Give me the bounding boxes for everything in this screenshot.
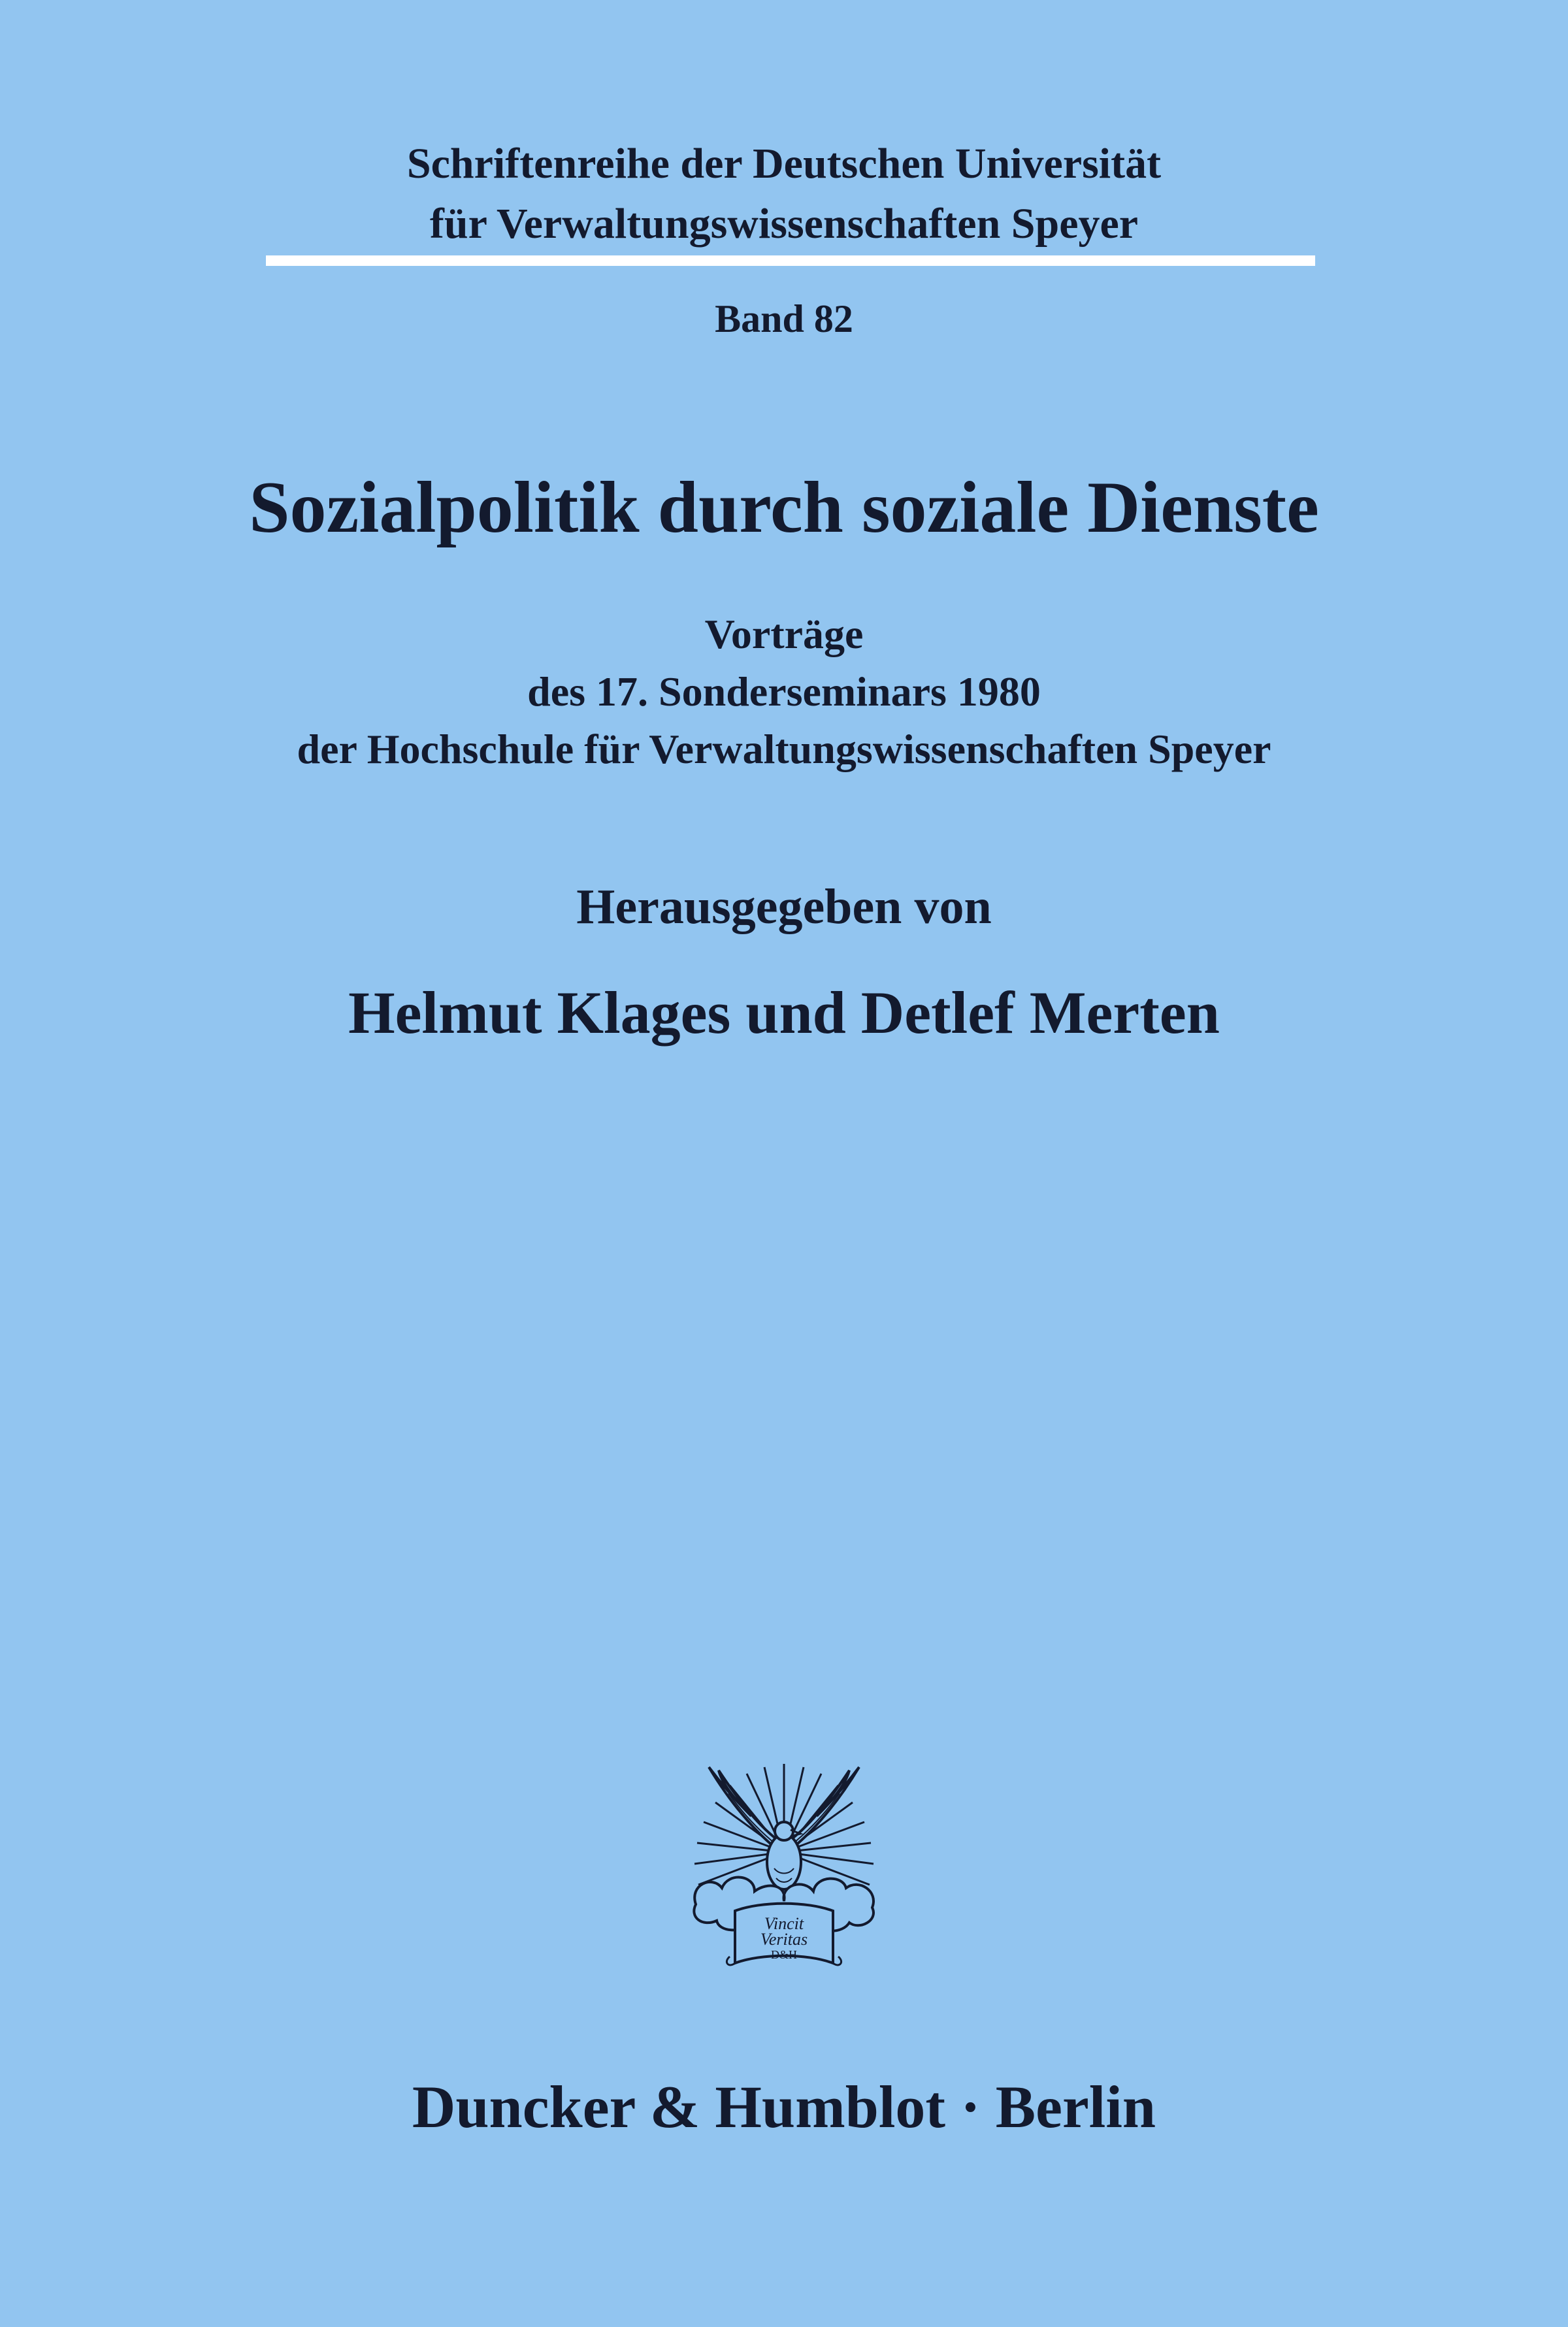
series-title <box>0 134 1568 254</box>
edited-by-label: Herausgegeben von <box>576 879 992 934</box>
logo-motto-line-2: Veritas <box>760 1930 808 1949</box>
eagle-sunburst-emblem-icon <box>683 1754 885 1979</box>
series-title-line-1: Schriftenreihe der Deutschen Universität <box>406 140 1162 187</box>
divider-rule <box>266 255 1315 266</box>
subtitle-line-2: des 17. Sonderseminars 1980 <box>527 668 1041 715</box>
book-title: Sozialpolitik durch soziale Dienste <box>249 467 1319 548</box>
subtitle-line-3: der Hochschule für Verwaltungswissenschaften Speyer <box>297 726 1271 772</box>
series-title-line-2: für Verwaltungswissenschaften Speyer <box>429 200 1139 248</box>
book-subtitle <box>0 606 1568 778</box>
subtitle-line-1: Vorträge <box>704 611 864 657</box>
publisher-imprint: Duncker & Humblot · Berlin <box>412 2074 1156 2140</box>
editors-names: Helmut Klages und Detlef Merten <box>348 979 1220 1046</box>
logo-motto-line-1: Vincit <box>764 1914 804 1933</box>
volume-number: Band 82 <box>715 297 853 340</box>
logo-monogram: D&H <box>771 1948 797 1961</box>
